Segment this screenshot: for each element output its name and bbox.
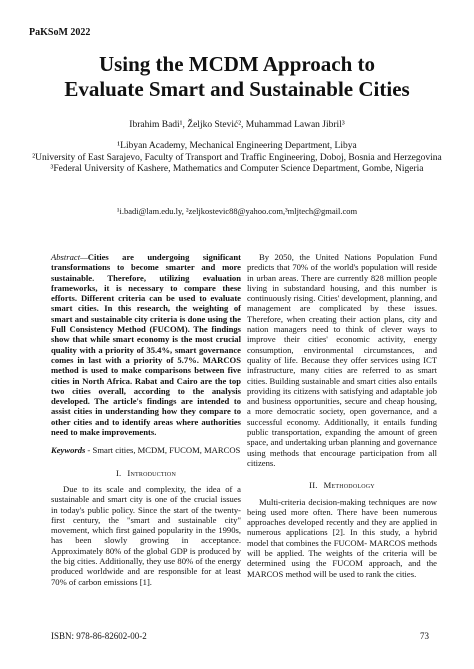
keywords-text: Smart cities, MCDM, FUCOM, MARCOS [90, 445, 241, 456]
section-numeral: II. [309, 480, 318, 491]
keywords-lead: Keywords - [51, 445, 91, 456]
author-list: Ibrahim Badi¹, Željko Stević², Muhammad Lawan Jibril³ [129, 120, 345, 130]
title-line-2: Evaluate Smart and Sustainable Cities [64, 77, 410, 101]
paper-title [20, 52, 454, 102]
author-emails: ¹i.badi@lam.edu.ly, ²zeljkostevic88@yahoo.com,³mljtech@gmail.com [116, 206, 358, 216]
affiliation-1: ¹Libyan Academy, Mechanical Engineering Department, Libya [117, 141, 357, 151]
section-heading-introduction [51, 468, 241, 478]
body-paragraph: By 2050, the United Nations Population Fund predicts that 70% of the world's population will reside in urban areas. There are currently 828 million people living in substandard housing, and this number is continuously rising. Cities' development, planning, and management are complicated by these issues. Therefore, when creating their action plans, city and nation managers need to think of clever ways to improve their cities' economic activity, energy consumption, environmental circumstances, and quality of life. Because they offer services using ICT infrastructure, many cities are referred to as smart cities. Building sustainable and smart cities also entails providing its citizens with satisfying and adaptable job and business opportunities, secure and cheap housing, a more democratic society, open governance, and a successful economy. Additionally, it entails funding public transportation, expanding the amount of green space, and undertaking urban planning and governance using methods that encourage participation from all citizens. [247, 252, 437, 468]
isbn-footer: ISBN: 978-86-82602-00-2 [51, 631, 147, 641]
abstract [51, 252, 241, 437]
affiliation-2: ²University of East Sarajevo, Faculty of Transport and Traffic Engineering, Doboj, Bosnia and Herzegovina [32, 152, 442, 163]
title-line-1: Using the MCDM Approach to [98, 52, 376, 76]
abstract-lead: Abstract— [51, 252, 88, 262]
conference-header: PaKSoM 2022 [29, 27, 91, 38]
section-title: Methodology [323, 480, 375, 491]
section-numeral: I. [115, 467, 122, 478]
page-number: 73 [420, 631, 429, 641]
intro-paragraph: Due to its scale and complexity, the idea of a sustainable and smart city is one of the crucial issues in today's public policy. Since the start of the twenty-first century, the "smart and sustainable city" movement, which first gained popularity in the 1990s, has been slowly growing in acceptance. Approximately 80% of the global GDP is produced by the big cities. Additionally, they use 80% of the energy produced worldwide and are responsible for at least 70% of carbon emissions [1]. [51, 483, 241, 587]
left-column [51, 252, 241, 587]
right-column [247, 252, 437, 579]
affiliations [30, 141, 444, 176]
keywords [51, 445, 241, 455]
abstract-text: Cities are undergoing significant transformations to become smarter and more sustainable. Therefore, utilizing evaluation frameworks, it is necessary to compare these efforts. Different criteria can be used to evaluate smart cities. In this research, the weighting of smart and sustainable city criteria is done using the Full Consistency Method (FUCOM). The findings show that while smart economy is the most crucial quality with a priority of 35.4%, smart governance comes in last with a priority of 5.7%. MARCOS method is used to make comparisons between five cities in North Africa. Rabat and Cairo are the top two cities overall, according to the analysis developed. The article's findings are intended to assist cities in understanding how they compare to other cities and to identify areas where authorities need to make improvements. [51, 252, 241, 438]
affiliation-3: ³Federal University of Kashere, Mathematics and Computer Science Department, Gombe, Nigeria [50, 164, 424, 175]
section-title: Introduction [127, 467, 176, 478]
methodology-paragraph: Multi-criteria decision-making techniques are now being used more often. There have been numerous approaches developed recently and they are applied in numerous applications [2]. In this study, a hybrid model that combines the FUCOM- MARCOS methods will be applied. The weights of the criteria will be determined using the FUCOM approach, and the MARCOS method will be used to rank the cities. [247, 496, 437, 579]
section-heading-methodology [247, 480, 437, 490]
